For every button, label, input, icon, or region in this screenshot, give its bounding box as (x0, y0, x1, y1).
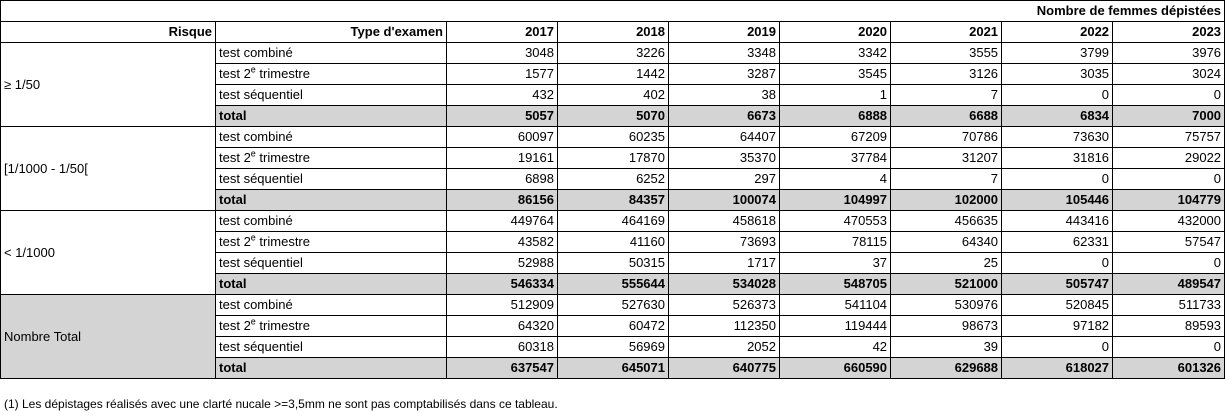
value-cell: 39 (891, 337, 1002, 358)
value-cell: 526373 (669, 295, 780, 316)
value-cell: 102000 (891, 190, 1002, 211)
title-row (1, 1, 1225, 22)
value-cell: 511733 (1113, 295, 1225, 316)
value-cell: 67209 (780, 127, 891, 148)
value-cell: 60235 (558, 127, 669, 148)
value-cell: 60097 (447, 127, 558, 148)
value-cell: 6673 (669, 106, 780, 127)
value-cell: 104779 (1113, 190, 1225, 211)
value-cell: 660590 (780, 358, 891, 379)
value-cell: 97182 (1002, 316, 1113, 337)
value-cell: 17870 (558, 148, 669, 169)
value-cell: 645071 (558, 358, 669, 379)
value-cell: 1717 (669, 253, 780, 274)
value-cell: 29022 (1113, 148, 1225, 169)
exam-type-label: total (216, 190, 447, 211)
risk-label: Nombre Total (1, 295, 216, 379)
year-header: 2020 (780, 22, 891, 43)
risk-label: ≥ 1/50 (1, 43, 216, 127)
value-cell: 6688 (891, 106, 1002, 127)
value-cell: 105446 (1002, 190, 1113, 211)
value-cell: 64320 (447, 316, 558, 337)
value-cell: 0 (1113, 169, 1225, 190)
value-cell: 0 (1002, 85, 1113, 106)
value-cell: 432000 (1113, 211, 1225, 232)
value-cell: 458618 (669, 211, 780, 232)
value-cell: 3035 (1002, 64, 1113, 85)
exam-type-label (216, 232, 447, 253)
value-cell: 541104 (780, 295, 891, 316)
value-cell: 534028 (669, 274, 780, 295)
table-row (1, 211, 1225, 232)
value-cell: 3799 (1002, 43, 1113, 64)
exam-label-suffix: trimestre (255, 150, 310, 165)
table-row (1, 127, 1225, 148)
value-cell: 4 (780, 169, 891, 190)
value-cell: 601326 (1113, 358, 1225, 379)
header-row (1, 22, 1225, 43)
value-cell: 41160 (558, 232, 669, 253)
value-cell: 25 (891, 253, 1002, 274)
year-header: 2021 (891, 22, 1002, 43)
year-header: 2017 (447, 22, 558, 43)
value-cell: 37784 (780, 148, 891, 169)
value-cell: 3555 (891, 43, 1002, 64)
exam-type-label: test combiné (216, 127, 447, 148)
value-cell: 464169 (558, 211, 669, 232)
value-cell: 57547 (1113, 232, 1225, 253)
value-cell: 73693 (669, 232, 780, 253)
value-cell: 3976 (1113, 43, 1225, 64)
value-cell: 521000 (891, 274, 1002, 295)
value-cell: 0 (1002, 337, 1113, 358)
value-cell: 3348 (669, 43, 780, 64)
exam-label-suffix: trimestre (255, 318, 310, 333)
table-row (1, 295, 1225, 316)
value-cell: 470553 (780, 211, 891, 232)
value-cell: 443416 (1002, 211, 1113, 232)
value-cell: 456635 (891, 211, 1002, 232)
value-cell: 512909 (447, 295, 558, 316)
value-cell: 3126 (891, 64, 1002, 85)
exam-type-label (216, 148, 447, 169)
exam-type-label: test séquentiel (216, 253, 447, 274)
value-cell: 432 (447, 85, 558, 106)
risk-header: Risque (1, 22, 216, 43)
value-cell: 0 (1002, 169, 1113, 190)
value-cell: 402 (558, 85, 669, 106)
value-cell: 530976 (891, 295, 1002, 316)
value-cell: 64340 (891, 232, 1002, 253)
value-cell: 520845 (1002, 295, 1113, 316)
value-cell: 89593 (1113, 316, 1225, 337)
value-cell: 6834 (1002, 106, 1113, 127)
value-cell: 31207 (891, 148, 1002, 169)
year-header: 2023 (1113, 22, 1225, 43)
value-cell: 5057 (447, 106, 558, 127)
value-cell: 449764 (447, 211, 558, 232)
exam-type-label: test séquentiel (216, 85, 447, 106)
exam-label-sup: e (250, 232, 256, 243)
value-cell: 3226 (558, 43, 669, 64)
exam-label-suffix: trimestre (255, 234, 310, 249)
year-header: 2019 (669, 22, 780, 43)
value-cell: 64407 (669, 127, 780, 148)
exam-label-suffix: trimestre (255, 66, 310, 81)
value-cell: 70786 (891, 127, 1002, 148)
value-cell: 3048 (447, 43, 558, 64)
value-cell: 640775 (669, 358, 780, 379)
exam-label-sup: e (250, 64, 256, 75)
value-cell: 19161 (447, 148, 558, 169)
risk-label: [1/1000 - 1/50[ (1, 127, 216, 211)
value-cell: 35370 (669, 148, 780, 169)
value-cell: 1 (780, 85, 891, 106)
value-cell: 112350 (669, 316, 780, 337)
value-cell: 5070 (558, 106, 669, 127)
value-cell: 548705 (780, 274, 891, 295)
exam-type-label: total (216, 274, 447, 295)
exam-type-header: Type d'examen (216, 22, 447, 43)
value-cell: 56969 (558, 337, 669, 358)
exam-type-label: test séquentiel (216, 169, 447, 190)
value-cell: 1442 (558, 64, 669, 85)
exam-label-prefix: test 2 (219, 66, 251, 81)
value-cell: 43582 (447, 232, 558, 253)
value-cell: 104997 (780, 190, 891, 211)
exam-type-label: total (216, 358, 447, 379)
exam-type-label (216, 64, 447, 85)
exam-label-prefix: test 2 (219, 318, 251, 333)
value-cell: 527630 (558, 295, 669, 316)
value-cell: 37 (780, 253, 891, 274)
exam-type-label (216, 316, 447, 337)
value-cell: 62331 (1002, 232, 1113, 253)
value-cell: 2052 (669, 337, 780, 358)
value-cell: 297 (669, 169, 780, 190)
table-title: Nombre de femmes dépistées (891, 1, 1225, 22)
value-cell: 546334 (447, 274, 558, 295)
risk-label: < 1/1000 (1, 211, 216, 295)
value-cell: 3342 (780, 43, 891, 64)
value-cell: 38 (669, 85, 780, 106)
value-cell: 78115 (780, 232, 891, 253)
value-cell: 0 (1113, 253, 1225, 274)
value-cell: 98673 (891, 316, 1002, 337)
value-cell: 73630 (1002, 127, 1113, 148)
exam-label-sup: e (250, 316, 256, 327)
value-cell: 84357 (558, 190, 669, 211)
exam-type-label: total (216, 106, 447, 127)
exam-type-label: test combiné (216, 43, 447, 64)
value-cell: 60472 (558, 316, 669, 337)
value-cell: 1577 (447, 64, 558, 85)
value-cell: 75757 (1113, 127, 1225, 148)
value-cell: 60318 (447, 337, 558, 358)
value-cell: 100074 (669, 190, 780, 211)
footnote: (1) Les dépistages réalisés avec une clarté nucale >=3,5mm ne sont pas comptabilisés dans ce tableau. (4, 397, 558, 411)
value-cell: 6898 (447, 169, 558, 190)
value-cell: 6888 (780, 106, 891, 127)
exam-type-label: test séquentiel (216, 337, 447, 358)
value-cell: 3545 (780, 64, 891, 85)
value-cell: 42 (780, 337, 891, 358)
value-cell: 7000 (1113, 106, 1225, 127)
exam-label-prefix: test 2 (219, 150, 251, 165)
value-cell: 7 (891, 169, 1002, 190)
value-cell: 86156 (447, 190, 558, 211)
value-cell: 555644 (558, 274, 669, 295)
value-cell: 505747 (1002, 274, 1113, 295)
value-cell: 0 (1113, 337, 1225, 358)
value-cell: 6252 (558, 169, 669, 190)
table-row (1, 43, 1225, 64)
year-header: 2022 (1002, 22, 1113, 43)
value-cell: 3024 (1113, 64, 1225, 85)
exam-type-label: test combiné (216, 211, 447, 232)
value-cell: 3287 (669, 64, 780, 85)
exam-label-prefix: test 2 (219, 234, 251, 249)
value-cell: 52988 (447, 253, 558, 274)
value-cell: 618027 (1002, 358, 1113, 379)
value-cell: 637547 (447, 358, 558, 379)
value-cell: 489547 (1113, 274, 1225, 295)
exam-type-label: test combiné (216, 295, 447, 316)
value-cell: 7 (891, 85, 1002, 106)
value-cell: 629688 (891, 358, 1002, 379)
value-cell: 31816 (1002, 148, 1113, 169)
value-cell: 119444 (780, 316, 891, 337)
year-header: 2018 (558, 22, 669, 43)
value-cell: 0 (1113, 85, 1225, 106)
value-cell: 50315 (558, 253, 669, 274)
value-cell: 0 (1002, 253, 1113, 274)
exam-label-sup: e (250, 148, 256, 159)
